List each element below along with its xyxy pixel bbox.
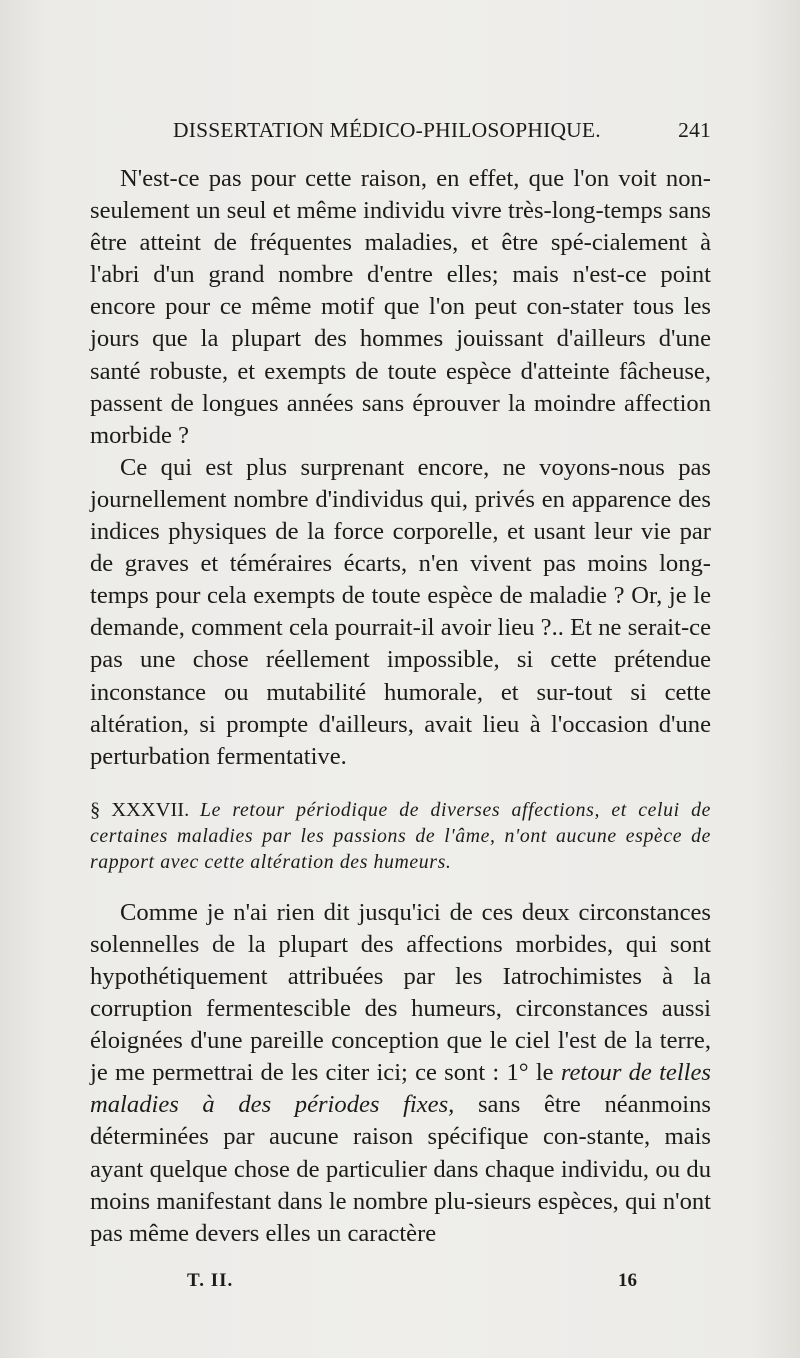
paragraph-2: Ce qui est plus surprenant encore, ne voyons-nous pas journellement nombre d'individus qui, privés en apparence des indices physiques de la force corporelle, et usant leur vie par de graves et téméraires écarts, n'en vivent pas moins long-temps pour cela exempts de toute espèce de maladie ? Or, je le demande, comment cela pourrait-il avoir lieu ?.. Et ne serait-ce pas une chose réellement impossible, si cette prétendue inconstance ou mutabilité humorale, et sur-tout si cette altération, si prompte d'ailleurs, avait lieu à l'occasion d'une perturbation fermentative. [90,453,711,770]
paragraph-3-italic: retour de telles maladies à des périodes fixes, [90,1059,711,1119]
tome-marker: T. II. [187,1270,234,1291]
section-number: § XXXVII. [90,798,190,821]
page-body [90,163,711,1250]
page-footer [187,1270,637,1300]
page-number: 241 [678,118,711,142]
paragraph-1: N'est-ce pas pour cette raison, en effet, que l'on voit non-seulement un seul et même individu vivre très-long-temps sans être atteint de fréquentes maladies, et être spé-cialement à l'abri d'un grand nombre d'entre elles; mais n'est-ce point encore pour ce même motif que l'on peut con-stater tous les jours que la plupart des hommes jouissant d'ailleurs d'une santé robuste, et exempts de toute espèce d'atteinte fâcheuse, passent de longues années sans éprouver la moindre affection morbide ? [90,165,711,449]
running-title: DISSERTATION MÉDICO-PHILOSOPHIQUE. [173,118,601,142]
paragraph-3-start: Comme je n'ai rien dit jusqu'ici de ces deux circonstances solennelles de la plupart des affections morbides, qui sont hypothétiquement attribuées par les Iatrochimistes à la corruption fermentescible des humeurs, circonstances aussi éloignées d'une pareille conception que le ciel l'est de la terre, je me permettrai de les citer ici; ce sont : 1° le [90,898,711,1087]
paragraph-3-end: sans être néanmoins déterminées par aucune raison spécifique con-stante, mais ayant quelque chose de particulier dans chaque individu, ou du moins manifestant dans le nombre plu-sieurs espèces, qui n'ont pas même devers elles un caractère [90,1091,711,1247]
section-title: Le retour périodique de diverses affections, et celui de certaines maladies par les passions de l'âme, n'ont aucune espèce de rapport avec cette altération des humeurs. [90,798,711,873]
paragraph-3 [90,897,711,1250]
section-heading [90,797,711,875]
signature-mark: 16 [618,1270,637,1291]
running-header [173,118,711,150]
